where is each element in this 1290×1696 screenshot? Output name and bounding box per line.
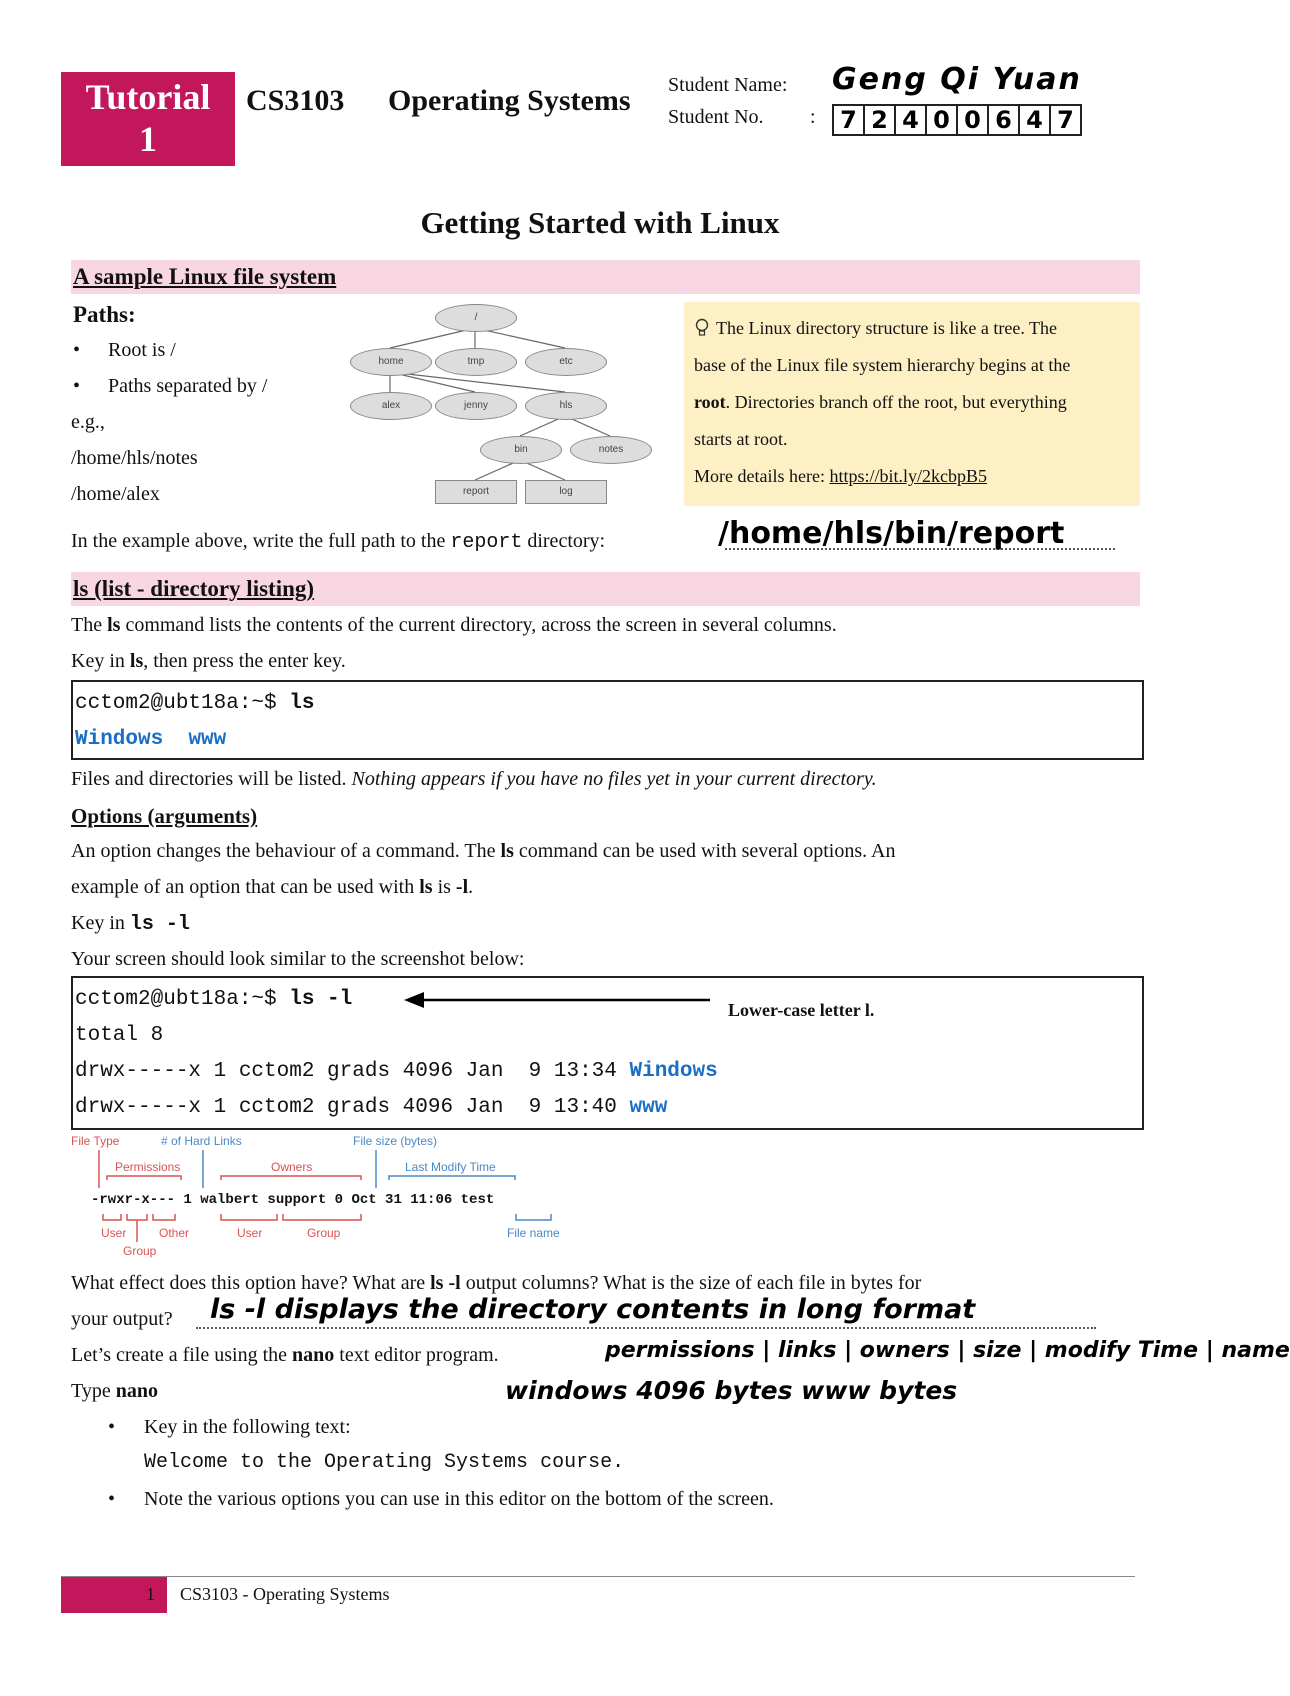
terminal-ls-l-line4: drwx-----x 1 cctom2 grads 4096 Jan 9 13:40 www: [75, 1096, 668, 1119]
course-name: Operating Systems: [388, 84, 631, 117]
label-group-owner: Group: [307, 1226, 341, 1240]
terminal-ls-l-line2: total 8: [75, 1024, 164, 1047]
handwritten-answer-sizes: windows 4096 bytes www bytes: [505, 1376, 958, 1405]
tip-more-details: More details here: https://bit.ly/2kcbpB5: [694, 466, 987, 486]
tutorial-number: 1: [139, 119, 157, 159]
eg-label: e.g.,: [71, 411, 105, 433]
tree-node-jenny: jenny: [435, 392, 517, 420]
footer-page-number: 1: [146, 1584, 155, 1604]
student-no-digit: 4: [1020, 104, 1051, 136]
handwritten-answer-columns: permissions | links | owners | size | modify Time | name: [605, 1338, 1290, 1363]
label-last-modify: Last Modify Time: [405, 1160, 496, 1174]
tree-node-alex: alex: [350, 392, 432, 420]
student-name-label: Student Name:: [668, 74, 788, 96]
nano-intro: Let’s create a file using the nano text editor program.: [71, 1344, 499, 1366]
paths-heading: Paths:: [73, 302, 136, 327]
label-file-size: File size (bytes): [353, 1134, 438, 1148]
section-title-ls: ls (list - directory listing): [73, 576, 315, 601]
tutorial-badge: [61, 72, 235, 166]
handwritten-answer-ls-l: ls -l displays the directory contents in long format: [210, 1294, 976, 1325]
ls-description: The ls command lists the contents of the current directory, across the screen in several columns.: [71, 614, 837, 636]
label-user-owner: User: [237, 1226, 263, 1240]
label-other-perm: Other: [159, 1226, 190, 1240]
lightbulb-icon: [694, 318, 710, 338]
footer-text: CS3103 - Operating Systems: [180, 1584, 390, 1604]
type-nano: Type nano: [71, 1380, 158, 1402]
student-no-digit: 0: [958, 104, 989, 136]
tutorial-label: Tutorial: [85, 77, 211, 117]
label-permissions: Permissions: [115, 1160, 181, 1174]
student-no-digit: 2: [865, 104, 896, 136]
label-user-perm: User: [101, 1226, 127, 1240]
tip-line-4: starts at root.: [694, 429, 788, 449]
student-no-digit: 7: [832, 104, 865, 136]
screen-similar-text: Your screen should look similar to the screenshot below:: [71, 948, 525, 970]
student-no-label: Student No.: [668, 106, 764, 128]
terminal-ls-line1: cctom2@ubt18a:~$ ls: [75, 692, 315, 715]
ls-l-question-line2: your output?: [71, 1308, 173, 1330]
terminal-ls-l-line3: drwx-----x 1 cctom2 grads 4096 Jan 9 13:34 Windows: [75, 1060, 718, 1083]
tree-node-etc: etc: [525, 348, 607, 376]
terminal-ls-l-line1: cctom2@ubt18a:~$ ls -l: [75, 988, 353, 1011]
tree-node-report: report: [435, 480, 517, 504]
example-path-2: /home/alex: [71, 483, 160, 505]
student-no-digit: 7: [1051, 104, 1082, 136]
bullet-separator: • Paths separated by /: [73, 375, 268, 397]
student-name-handwriting: Geng Qi Yuan: [832, 62, 1082, 97]
section-title-filesystem: A sample Linux file system: [73, 264, 337, 289]
report-path-question: In the example above, write the full path to the report directory:: [71, 530, 606, 554]
tree-node-notes: notes: [570, 436, 652, 464]
lower-case-note: Lower-case letter l.: [728, 1000, 875, 1020]
label-hard-links: # of Hard Links: [161, 1134, 242, 1148]
bullet-key-in-text: • Key in the following text:: [108, 1416, 351, 1438]
welcome-code-line: Welcome to the Operating Systems course.: [144, 1451, 625, 1474]
terminal-ls-line2: Windows www: [75, 728, 227, 751]
tree-node-home: home: [350, 348, 432, 376]
student-no-digit: 0: [927, 104, 958, 136]
tip-line-2: base of the Linux file system hierarchy begins at the: [694, 355, 1071, 375]
page-title: Getting Started with Linux: [420, 205, 780, 240]
bullet-note-options: • Note the various options you can use in this editor on the bottom of the screen.: [108, 1488, 774, 1510]
tip-line-1: The Linux directory structure is like a tree. The: [694, 310, 1130, 347]
student-no-digit: 4: [896, 104, 927, 136]
course-code: CS3103: [246, 84, 345, 117]
tree-node-tmp: tmp: [435, 348, 517, 376]
student-no-boxes: [832, 104, 1082, 136]
arrow-icon: [400, 988, 720, 1012]
ls-instruction: Key in ls, then press the enter key.: [71, 650, 346, 672]
label-group-perm: Group: [123, 1244, 157, 1258]
options-para-line1: An option changes the behaviour of a command. The ls command can be used with several options. An: [71, 840, 896, 862]
handwritten-answer-path: /home/hls/bin/report: [718, 516, 1065, 551]
tree-node-root: /: [435, 304, 517, 332]
sample-ls-line: -rwxr-x--- 1 walbert support 0 Oct 31 11:06 test: [91, 1192, 495, 1208]
label-file-type: File Type: [71, 1134, 120, 1148]
ls-l-question-line1: What effect does this option have? What are ls -l output columns? What is the size of each file in bytes for: [71, 1272, 922, 1294]
filesystem-tree-diagram: [350, 300, 650, 510]
tip-line-3: root. Directories branch off the root, but everything: [694, 392, 1067, 412]
tree-node-hls: hls: [525, 392, 607, 420]
student-no-colon: :: [810, 106, 816, 128]
label-file-name: File name: [507, 1226, 560, 1240]
options-heading: Options (arguments): [71, 804, 258, 828]
more-details-link[interactable]: https://bit.ly/2kcbpB5: [829, 466, 987, 486]
terminal-ls: [71, 680, 1144, 760]
files-listed-text: Files and directories will be listed. Nothing appears if you have no files yet in your current directory.: [71, 768, 877, 790]
tip-box: [684, 302, 1140, 506]
tree-node-log: log: [525, 480, 607, 504]
answer-line-ls-l: [196, 1327, 1096, 1329]
example-path-1: /home/hls/notes: [71, 447, 198, 469]
ls-columns-diagram: [71, 1132, 591, 1272]
bullet-root: • Root is /: [73, 339, 176, 361]
footer-rule: [61, 1576, 1135, 1577]
key-in-ls-l: Key in ls -l: [71, 912, 190, 936]
options-para-line2: example of an option that can be used with ls is -l.: [71, 876, 474, 898]
student-no-digit: 6: [989, 104, 1020, 136]
tree-node-bin: bin: [480, 436, 562, 464]
label-owners: Owners: [271, 1160, 313, 1174]
